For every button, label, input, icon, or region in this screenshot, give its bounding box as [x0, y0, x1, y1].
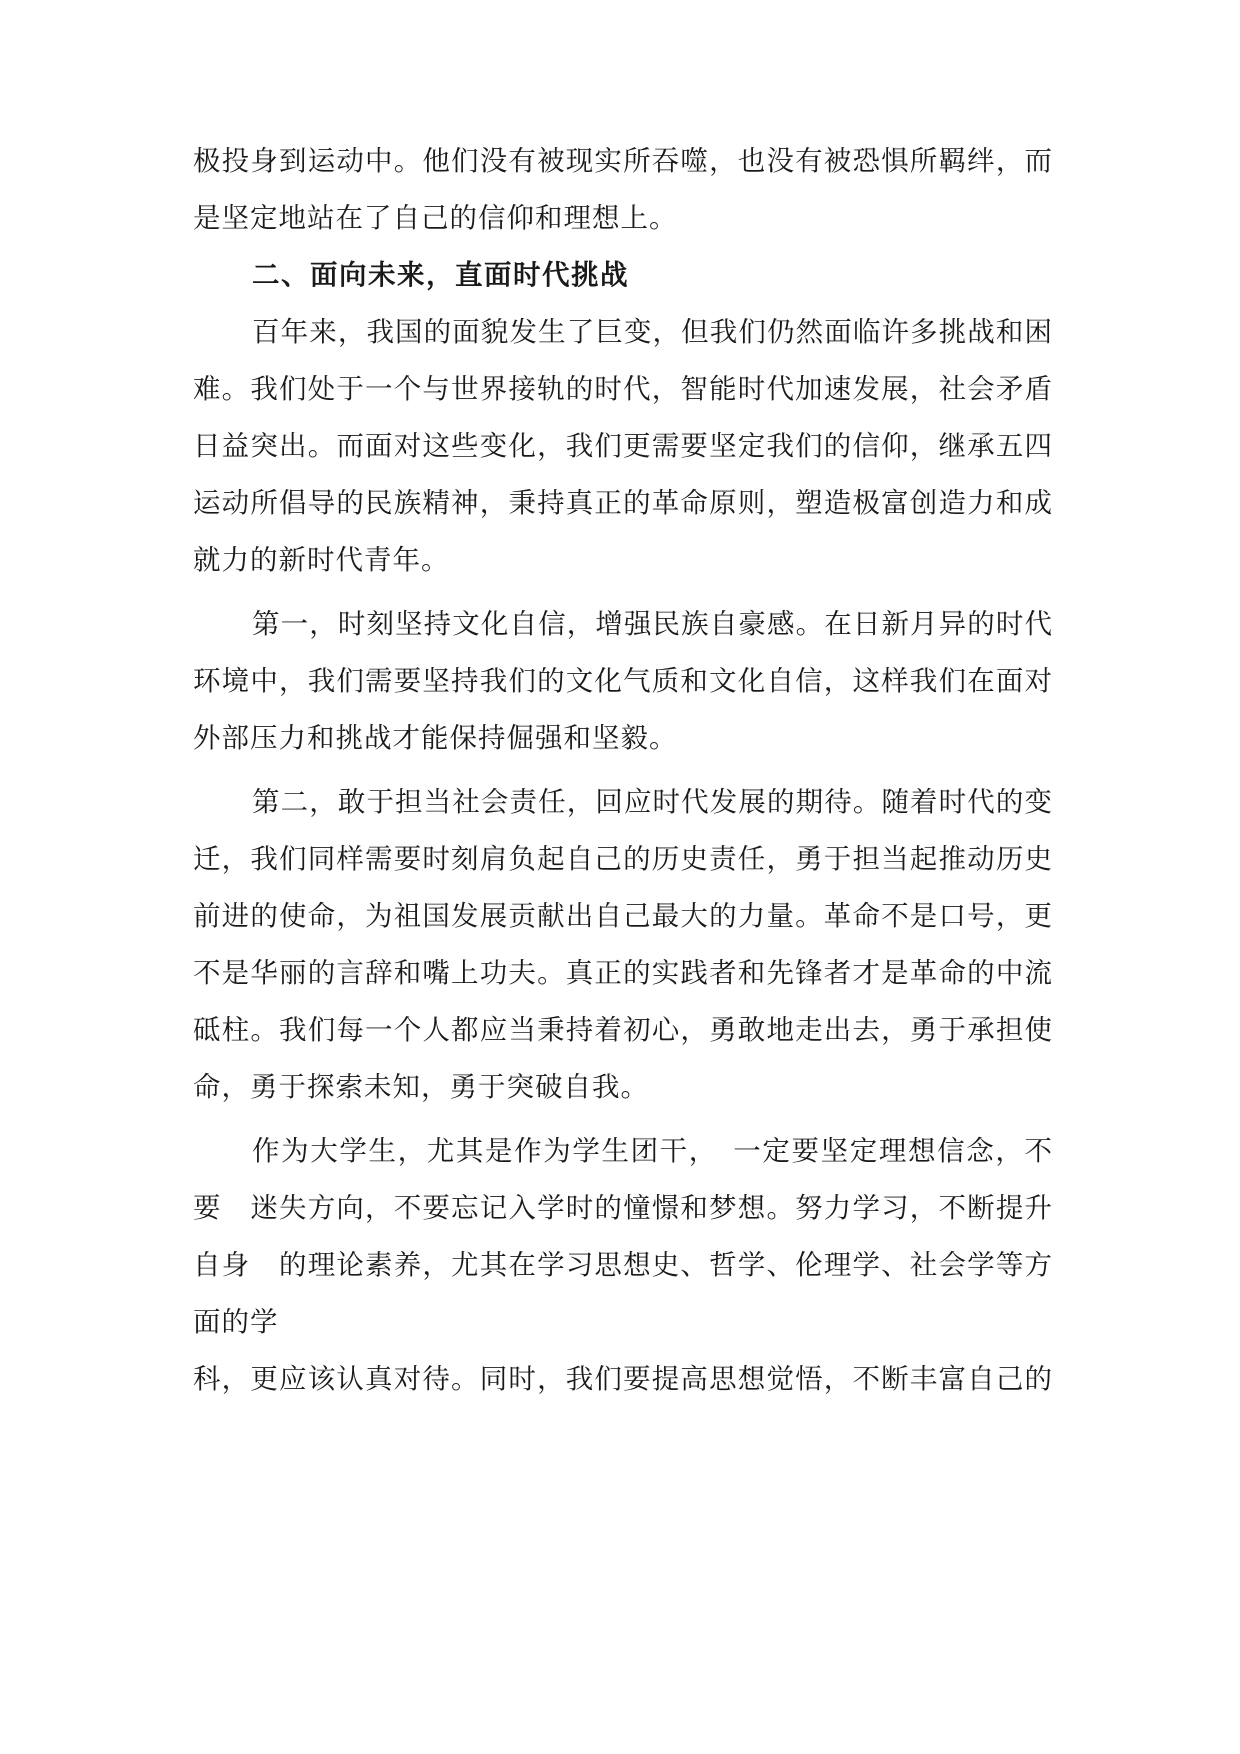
paragraph-line: 砥柱。我们每一个人都应当秉持着初心，勇敢地走出去，勇于承担使 [193, 1014, 1053, 1046]
paragraph-line: 百年来，我国的面貌发生了巨变，但我们仍然面临许多挑战和困 [252, 316, 1053, 348]
paragraph-line: 不是华丽的言辞和嘴上功夫。真正的实践者和先锋者才是革命的中流 [193, 957, 1053, 989]
paragraph-line: 要 迷失方向，不要忘记入学时的憧憬和梦想。努力学习，不断提升 [193, 1192, 1053, 1224]
paragraph-line: 是坚定地站在了自己的信仰和理想上。 [193, 202, 678, 234]
section-heading: 二、面向未来，直面时代挑战 [252, 259, 629, 291]
paragraph-line: 命，勇于探索未知，勇于突破自我。 [193, 1071, 649, 1103]
paragraph-line: 自身 的理论素养，尤其在学习思想史、哲学、伦理学、社会学等方 [193, 1249, 1053, 1281]
paragraph-line: 就力的新时代青年。 [193, 544, 450, 576]
paragraph-line: 迁，我们同样需要时刻肩负起自己的历史责任，勇于担当起推动历史 [193, 843, 1053, 875]
paragraph-line: 极投身到运动中。他们没有被现实所吞噬，也没有被恐惧所羁绊，而 [193, 145, 1053, 177]
paragraph-line: 第二，敢于担当社会责任，回应时代发展的期待。随着时代的变 [252, 786, 1053, 818]
paragraph-line: 前进的使命，为祖国发展贡献出自己最大的力量。革命不是口号，更 [193, 900, 1053, 932]
paragraph-line: 难。我们处于一个与世界接轨的时代，智能时代加速发展，社会矛盾 [193, 373, 1053, 405]
paragraph-line: 科，更应该认真对待。同时，我们要提高思想觉悟，不断丰富自己的 [193, 1363, 1053, 1395]
paragraph-line: 面的学 [193, 1306, 279, 1338]
paragraph-line: 环境中，我们需要坚持我们的文化气质和文化自信，这样我们在面对 [193, 665, 1053, 697]
paragraph-line: 作为大学生，尤其是作为学生团干， 一定要坚定理想信念，不 [252, 1135, 1053, 1167]
paragraph-line: 外部压力和挑战才能保持倔强和坚毅。 [193, 722, 678, 754]
paragraph-line: 运动所倡导的民族精神，秉持真正的革命原则，塑造极富创造力和成 [193, 487, 1053, 519]
paragraph-line: 第一，时刻坚持文化自信，增强民族自豪感。在日新月异的时代 [252, 608, 1053, 640]
paragraph-line: 日益突出。而面对这些变化，我们更需要坚定我们的信仰，继承五四 [193, 430, 1053, 462]
